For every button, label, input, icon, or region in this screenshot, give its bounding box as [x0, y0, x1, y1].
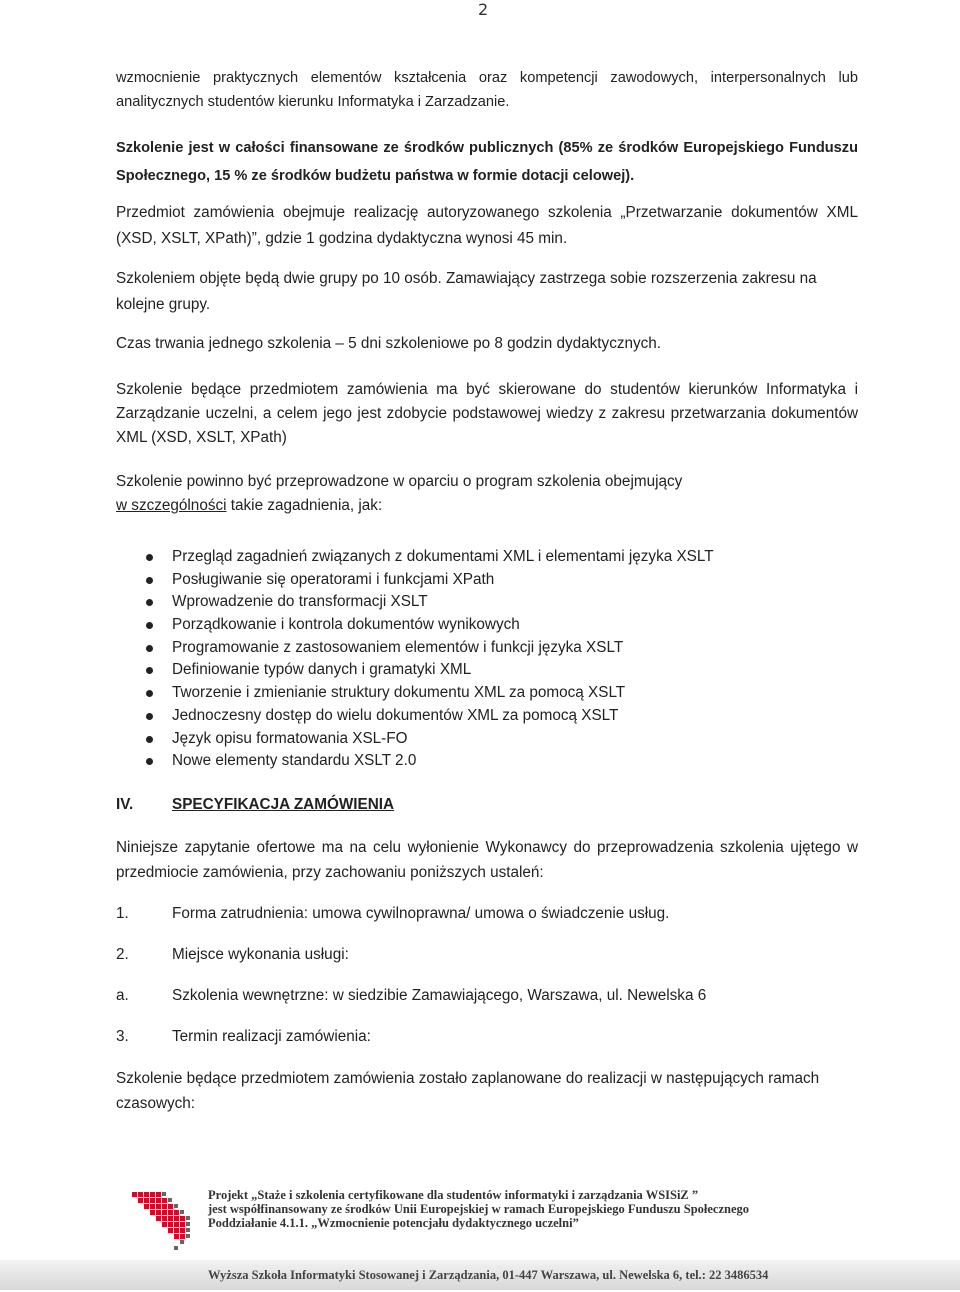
section-heading	[116, 793, 858, 817]
bullet-icon	[146, 758, 153, 765]
paragraph-subject: Przedmiot zamówienia obejmuje realizację autoryzowanego szkolenia „Przetwarzanie dokumentów XML (XSD, XSLT, XPath)”, gdzie 1 godzina dydaktyczna wynosi 45 min.	[116, 204, 858, 247]
page-number: 2	[478, 0, 489, 19]
section-title: SPECYFIKACJA ZAMÓWIENIA	[172, 795, 395, 813]
paragraph-duration: Czas trwania jednego szkolenia – 5 dni szkoleniowe po 8 godzin dydaktycznych.	[116, 335, 662, 352]
bullet-icon	[146, 599, 153, 606]
bullet-icon	[146, 645, 153, 652]
topics-list	[116, 546, 858, 773]
paragraph-financing: Szkolenie jest w całości finansowane ze środków publicznych (85% ze środków Europejskiego Funduszu Społecznego, 15 % ze środków budżetu państwa w formie dotacji celowej).	[116, 140, 858, 184]
bullet-icon	[146, 577, 153, 584]
numbered-item: 2. Miejsce wykonania usługi:	[116, 945, 349, 963]
bullet-icon	[146, 713, 153, 720]
paragraph-groups: Szkoleniem objęte będą dwie grupy po 10 osób. Zamawiający zastrzega sobie rozszerzenia zakresu na kolejne grupy.	[116, 270, 817, 313]
paragraph-intro: wzmocnienie praktycznych elementów kształcenia oraz kompetencji zawodowych, interpersonalnych lub analitycznych studentów kierunku Informatyka i Zarzadzanie.	[116, 70, 858, 110]
numbered-item: 3. Termin realizacji zamówienia:	[116, 1027, 371, 1045]
paragraph-program-rest: takie zagadnienia, jak:	[226, 497, 383, 514]
footer-project-text: Projekt „Staże i szkolenia certyfikowane dla studentów informatyki i zarządzania WSISiZ ” jest współfinansowany ze środków Unii Europejskiej w ramach Europejskiego Funduszu Społecznego Poddziałanie 4.1.1. „Wzmocnienie potencjału dydaktycznego uczelni”	[208, 1188, 750, 1230]
bullet-icon	[146, 667, 153, 674]
list-item: Porządkowanie i kontrola dokumentów wynikowych	[116, 614, 858, 637]
footer-address-bar	[0, 1260, 960, 1290]
list-item: Nowe elementy standardu XSLT 2.0	[116, 750, 858, 773]
section-number: IV.	[116, 795, 134, 813]
list-item: Język opisu formatowania XSL-FO	[116, 728, 858, 751]
list-item: Tworzenie i zmienianie struktury dokumentu XML za pomocą XSLT	[116, 682, 858, 705]
bullet-icon	[146, 690, 153, 697]
numbered-item: a. Szkolenia wewnętrzne: w siedzibie Zamawiającego, Warszawa, ul. Newelska 6	[116, 986, 707, 1004]
list-item: Posługiwanie się operatorami i funkcjami XPath	[116, 569, 858, 592]
paragraph-closing: Szkolenie będące przedmiotem zamówienia zostało zaplanowane do realizacji w następujących ramach czasowych:	[116, 1069, 820, 1112]
paragraph-program-line1: Szkolenie powinno być przeprowadzone w oparciu o program szkolenia obejmujący	[116, 473, 683, 490]
list-item: Definiowanie typów danych i gramatyki XML	[116, 659, 858, 682]
paragraph-program	[116, 470, 858, 518]
list-item: Jednoczesny dostęp do wielu dokumentów XML za pomocą XSLT	[116, 705, 858, 728]
bullet-icon	[146, 736, 153, 743]
underlined-phrase: w szczególności	[116, 497, 227, 514]
document-body	[116, 66, 858, 1116]
paragraph-section-intro: Niniejsze zapytanie ofertowe ma na celu wyłonienie Wykonawcy do przeprowadzenia szkolenia ujętego w przedmiocie zamówienia, przy zachowaniu poniższych ustaleń:	[116, 838, 858, 881]
bullet-icon	[146, 622, 153, 629]
bullet-icon	[146, 554, 153, 561]
list-item: Wprowadzenie do transformacji XSLT	[116, 591, 858, 614]
wsisiz-logo-icon	[132, 1190, 198, 1264]
list-item: Programowanie z zastosowaniem elementów i funkcji języka XSLT	[116, 637, 858, 660]
list-item: Przegląd zagadnień związanych z dokumentami XML i elementami języka XSLT	[116, 546, 858, 569]
footer-address: Wyższa Szkoła Informatyki Stosowanej i Zarządzania, 01-447 Warszawa, ul. Newelska 6, tel.: 22 3486534	[208, 1268, 769, 1282]
page-footer	[0, 1176, 960, 1292]
paragraph-target: Szkolenie będące przedmiotem zamówienia ma być skierowane do studentów kierunków Informatyka i Zarządzanie uczelni, a celem jego jest zdobycie podstawowej wiedzy z zakresu przetwarzania dokumentów XML (XSD, XSLT, XPath)	[116, 381, 858, 446]
numbered-item: 1. Forma zatrudnienia: umowa cywilnoprawna/ umowa o świadczenie usług.	[116, 904, 670, 922]
